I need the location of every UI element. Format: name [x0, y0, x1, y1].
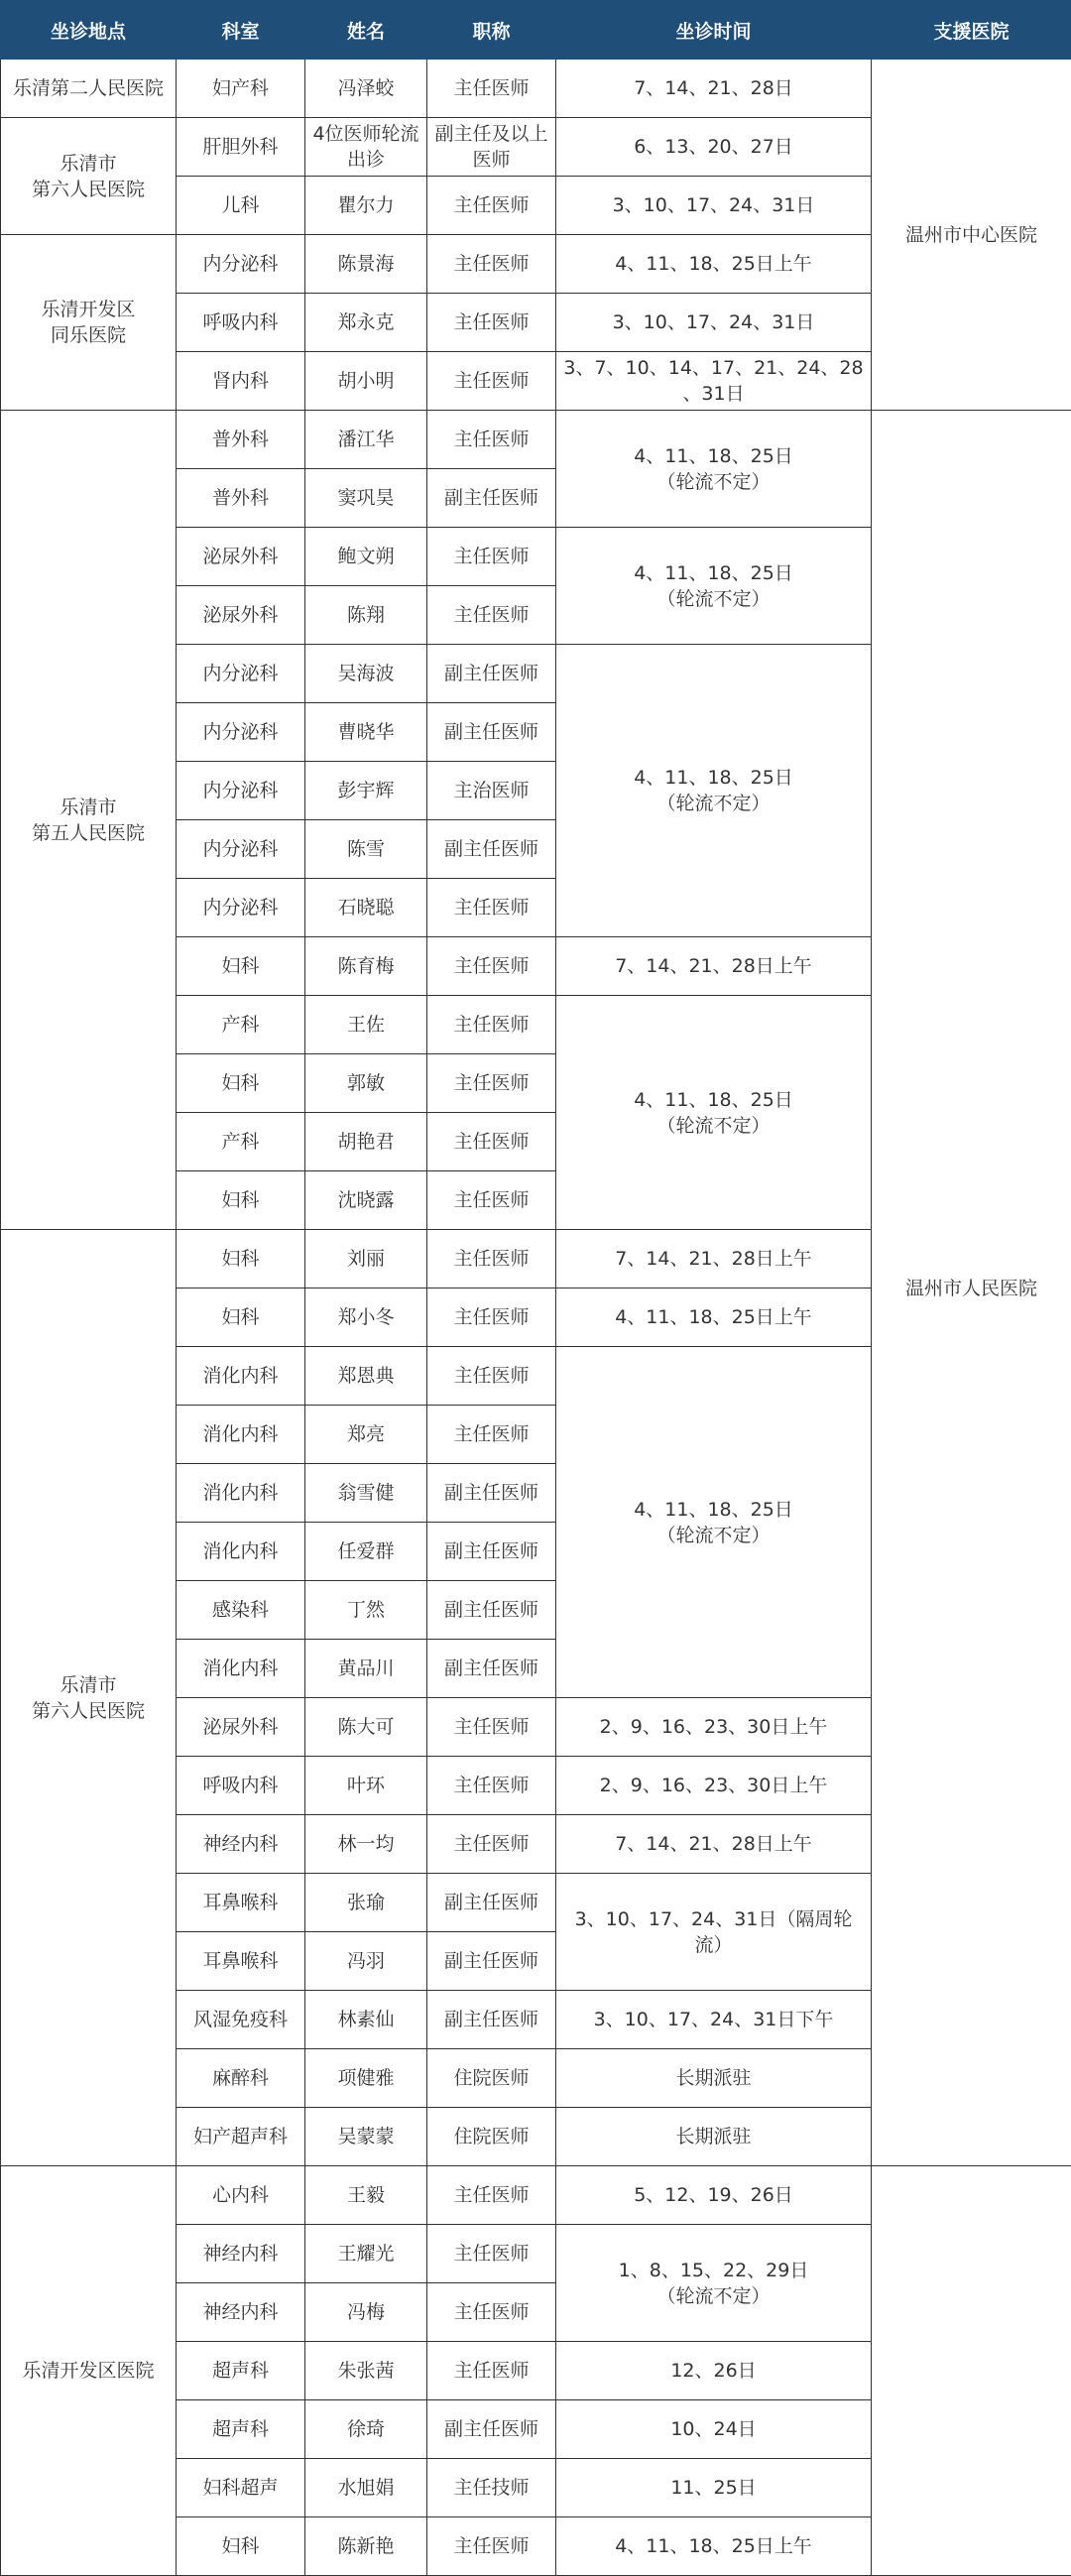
- title-cell: 主任医师: [427, 2225, 556, 2283]
- dept-cell: 妇科: [177, 1171, 305, 1230]
- time-cell: 3、10、17、24、31日: [556, 177, 872, 235]
- title-cell: 副主任医师: [427, 1932, 556, 1991]
- doctor-name-cell: 王佐: [305, 996, 427, 1054]
- header-department: 科室: [177, 1, 305, 60]
- title-cell: 主任医师: [427, 586, 556, 645]
- dept-cell: 内分泌科: [177, 879, 305, 937]
- header-location: 坐诊地点: [1, 1, 177, 60]
- title-cell: 主任技师: [427, 2459, 556, 2517]
- title-cell: 副主任及以上 医师: [427, 118, 556, 177]
- doctor-name-cell: 瞿尔力: [305, 177, 427, 235]
- dept-cell: 风湿免疫科: [177, 1991, 305, 2049]
- dept-cell: 神经内科: [177, 2283, 305, 2342]
- time-cell: 2、9、16、23、30日上午: [556, 1698, 872, 1757]
- dept-cell: 妇科: [177, 1288, 305, 1347]
- title-cell: 主任医师: [427, 1698, 556, 1757]
- dept-cell: 消化内科: [177, 1406, 305, 1464]
- dept-cell: 妇科: [177, 937, 305, 996]
- header-time: 坐诊时间: [556, 1, 872, 60]
- dept-cell: 耳鼻喉科: [177, 1874, 305, 1932]
- title-cell: 主任医师: [427, 2342, 556, 2400]
- title-cell: 主任医师: [427, 1171, 556, 1230]
- time-cell: 7、14、21、28日上午: [556, 1230, 872, 1288]
- time-cell: 4、11、18、25日 （轮流不定）: [556, 996, 872, 1230]
- dept-cell: 消化内科: [177, 1640, 305, 1698]
- time-cell: 7、14、21、28日上午: [556, 937, 872, 996]
- time-cell: 5、12、19、26日: [556, 2166, 872, 2225]
- time-cell: 4、11、18、25日 （轮流不定）: [556, 528, 872, 645]
- dept-cell: 神经内科: [177, 2225, 305, 2283]
- time-cell: 4、11、18、25日 （轮流不定）: [556, 645, 872, 937]
- time-cell: 11、25日: [556, 2459, 872, 2517]
- doctor-name-cell: 林一均: [305, 1815, 427, 1874]
- dept-cell: 呼吸内科: [177, 294, 305, 352]
- time-cell: 4、11、18、25日 （轮流不定）: [556, 411, 872, 528]
- title-cell: 主任医师: [427, 1288, 556, 1347]
- doctor-name-cell: 郑永克: [305, 294, 427, 352]
- doctor-name-cell: 冯梅: [305, 2283, 427, 2342]
- dept-cell: 泌尿外科: [177, 528, 305, 586]
- support-hospital-cell: 温州市中心医院: [872, 60, 1071, 411]
- dept-cell: 妇科: [177, 1230, 305, 1288]
- dept-cell: 耳鼻喉科: [177, 1932, 305, 1991]
- dept-cell: 感染科: [177, 1581, 305, 1640]
- title-cell: 主任医师: [427, 1230, 556, 1288]
- dept-cell: 内分泌科: [177, 645, 305, 703]
- title-cell: 主任医师: [427, 60, 556, 118]
- header-name: 姓名: [305, 1, 427, 60]
- doctor-name-cell: 鲍文朔: [305, 528, 427, 586]
- time-cell: 4、11、18、25日 （轮流不定）: [556, 1347, 872, 1698]
- title-cell: 副主任医师: [427, 1581, 556, 1640]
- time-cell: 4、11、18、25日上午: [556, 2517, 872, 2576]
- doctor-name-cell: 水旭娟: [305, 2459, 427, 2517]
- site-cell: 乐清第二人民医院: [1, 60, 177, 118]
- doctor-name-cell: 王毅: [305, 2166, 427, 2225]
- dept-cell: 肝胆外科: [177, 118, 305, 177]
- title-cell: 主任医师: [427, 1757, 556, 1815]
- doctor-name-cell: 郑亮: [305, 1406, 427, 1464]
- time-cell: 1、8、15、22、29日 （轮流不定）: [556, 2225, 872, 2342]
- table-row: [1, 411, 1071, 469]
- header-title: 职称: [427, 1, 556, 60]
- time-cell: 6、13、20、27日: [556, 118, 872, 177]
- doctor-name-cell: 徐琦: [305, 2400, 427, 2459]
- title-cell: 主任医师: [427, 528, 556, 586]
- title-cell: 副主任医师: [427, 469, 556, 528]
- time-cell: 3、10、17、24、31日: [556, 294, 872, 352]
- title-cell: 主任医师: [427, 1406, 556, 1464]
- title-cell: 主任医师: [427, 2166, 556, 2225]
- doctor-name-cell: 王耀光: [305, 2225, 427, 2283]
- title-cell: 主任医师: [427, 352, 556, 411]
- time-cell: 3、10、17、24、31日（隔周轮 流）: [556, 1874, 872, 1991]
- doctor-name-cell: 项健雅: [305, 2049, 427, 2108]
- dept-cell: 泌尿外科: [177, 586, 305, 645]
- header-support-hospital: 支援医院: [872, 1, 1071, 60]
- title-cell: 主治医师: [427, 762, 556, 820]
- title-cell: 主任医师: [427, 937, 556, 996]
- dept-cell: 妇科: [177, 2517, 305, 2576]
- doctor-name-cell: 陈育梅: [305, 937, 427, 996]
- title-cell: 副主任医师: [427, 1874, 556, 1932]
- dept-cell: 消化内科: [177, 1347, 305, 1406]
- dept-cell: 妇科: [177, 1054, 305, 1113]
- doctor-name-cell: 叶环: [305, 1757, 427, 1815]
- dept-cell: 麻醉科: [177, 2049, 305, 2108]
- time-cell: 4、11、18、25日上午: [556, 235, 872, 294]
- title-cell: 主任医师: [427, 235, 556, 294]
- dept-cell: 普外科: [177, 469, 305, 528]
- dept-cell: 内分泌科: [177, 820, 305, 879]
- title-cell: 副主任医师: [427, 820, 556, 879]
- dept-cell: 呼吸内科: [177, 1757, 305, 1815]
- title-cell: 主任医师: [427, 1815, 556, 1874]
- doctor-name-cell: 胡艳君: [305, 1113, 427, 1171]
- title-cell: 主任医师: [427, 879, 556, 937]
- site-cell: 乐清市 第六人民医院: [1, 118, 177, 235]
- doctor-name-cell: 沈晓露: [305, 1171, 427, 1230]
- dept-cell: 泌尿外科: [177, 1698, 305, 1757]
- doctor-name-cell: 郑恩典: [305, 1347, 427, 1406]
- dept-cell: 产科: [177, 996, 305, 1054]
- table-row: [1, 2166, 1071, 2225]
- doctor-name-cell: 胡小明: [305, 352, 427, 411]
- doctor-name-cell: 吴海波: [305, 645, 427, 703]
- title-cell: 副主任医师: [427, 703, 556, 762]
- table-row: [1, 60, 1071, 118]
- dept-cell: 普外科: [177, 411, 305, 469]
- time-cell: 7、14、21、28日上午: [556, 1815, 872, 1874]
- time-cell: 7、14、21、28日: [556, 60, 872, 118]
- doctor-name-cell: 冯羽: [305, 1932, 427, 1991]
- doctor-name-cell: 黄品川: [305, 1640, 427, 1698]
- title-cell: 副主任医师: [427, 645, 556, 703]
- title-cell: 副主任医师: [427, 1464, 556, 1523]
- doctor-name-cell: 陈新艳: [305, 2517, 427, 2576]
- dept-cell: 妇科超声: [177, 2459, 305, 2517]
- dept-cell: 内分泌科: [177, 762, 305, 820]
- doctor-name-cell: 郭敏: [305, 1054, 427, 1113]
- doctor-name-cell: 任爱群: [305, 1523, 427, 1581]
- time-cell: 3、7、10、14、17、21、24、28 、31日: [556, 352, 872, 411]
- time-cell: 4、11、18、25日上午: [556, 1288, 872, 1347]
- time-cell: 12、26日: [556, 2342, 872, 2400]
- title-cell: 主任医师: [427, 1347, 556, 1406]
- doctor-name-cell: 丁然: [305, 1581, 427, 1640]
- title-cell: 主任医师: [427, 2283, 556, 2342]
- support-hospital-cell-empty: [872, 2166, 1071, 2576]
- dept-cell: 内分泌科: [177, 235, 305, 294]
- title-cell: 主任医师: [427, 411, 556, 469]
- dept-cell: 产科: [177, 1113, 305, 1171]
- site-cell: 乐清市 第六人民医院: [1, 1230, 177, 2166]
- doctor-name-cell: 郑小冬: [305, 1288, 427, 1347]
- time-cell: 2、9、16、23、30日上午: [556, 1757, 872, 1815]
- doctor-name-cell: 朱张茜: [305, 2342, 427, 2400]
- site-cell: 乐清开发区 同乐医院: [1, 235, 177, 411]
- title-cell: 主任医师: [427, 294, 556, 352]
- dept-cell: 内分泌科: [177, 703, 305, 762]
- doctor-name-cell: 刘丽: [305, 1230, 427, 1288]
- title-cell: 主任医师: [427, 1054, 556, 1113]
- dept-cell: 消化内科: [177, 1523, 305, 1581]
- doctor-name-cell: 窦巩昊: [305, 469, 427, 528]
- doctor-name-cell: 曹晓华: [305, 703, 427, 762]
- title-cell: 主任医师: [427, 996, 556, 1054]
- title-cell: 副主任医师: [427, 2400, 556, 2459]
- doctor-name-cell: 彭宇辉: [305, 762, 427, 820]
- doctor-name-cell: 冯泽蛟: [305, 60, 427, 118]
- doctor-name-cell: 张瑜: [305, 1874, 427, 1932]
- dept-cell: 超声科: [177, 2342, 305, 2400]
- doctor-name-cell: 潘江华: [305, 411, 427, 469]
- dept-cell: 神经内科: [177, 1815, 305, 1874]
- dept-cell: 消化内科: [177, 1464, 305, 1523]
- site-cell: 乐清开发区医院: [1, 2166, 177, 2576]
- title-cell: 主任医师: [427, 177, 556, 235]
- doctor-name-cell: 石晓聪: [305, 879, 427, 937]
- header-row: [1, 1, 1071, 60]
- doctor-name-cell: 陈景海: [305, 235, 427, 294]
- dept-cell: 心内科: [177, 2166, 305, 2225]
- dept-cell: 妇产科: [177, 60, 305, 118]
- time-cell: 3、10、17、24、31日下午: [556, 1991, 872, 2049]
- doctor-name-cell: 林素仙: [305, 1991, 427, 2049]
- dept-cell: 超声科: [177, 2400, 305, 2459]
- dept-cell: 肾内科: [177, 352, 305, 411]
- doctor-name-cell: 陈大可: [305, 1698, 427, 1757]
- time-cell: 长期派驻: [556, 2049, 872, 2108]
- title-cell: 副主任医师: [427, 1991, 556, 2049]
- doctor-name-cell: 翁雪健: [305, 1464, 427, 1523]
- title-cell: 住院医师: [427, 2108, 556, 2166]
- title-cell: 住院医师: [427, 2049, 556, 2108]
- title-cell: 副主任医师: [427, 1523, 556, 1581]
- dept-cell: 儿科: [177, 177, 305, 235]
- time-cell: 长期派驻: [556, 2108, 872, 2166]
- doctor-name-cell: 4位医师轮流 出诊: [305, 118, 427, 177]
- dept-cell: 妇产超声科: [177, 2108, 305, 2166]
- site-cell: 乐清市 第五人民医院: [1, 411, 177, 1230]
- doctor-name-cell: 陈雪: [305, 820, 427, 879]
- title-cell: 副主任医师: [427, 1640, 556, 1698]
- time-cell: 10、24日: [556, 2400, 872, 2459]
- doctor-name-cell: 陈翔: [305, 586, 427, 645]
- support-hospital-cell: 温州市人民医院: [872, 411, 1071, 2166]
- doctor-name-cell: 吴蒙蒙: [305, 2108, 427, 2166]
- title-cell: 主任医师: [427, 2517, 556, 2576]
- title-cell: 主任医师: [427, 1113, 556, 1171]
